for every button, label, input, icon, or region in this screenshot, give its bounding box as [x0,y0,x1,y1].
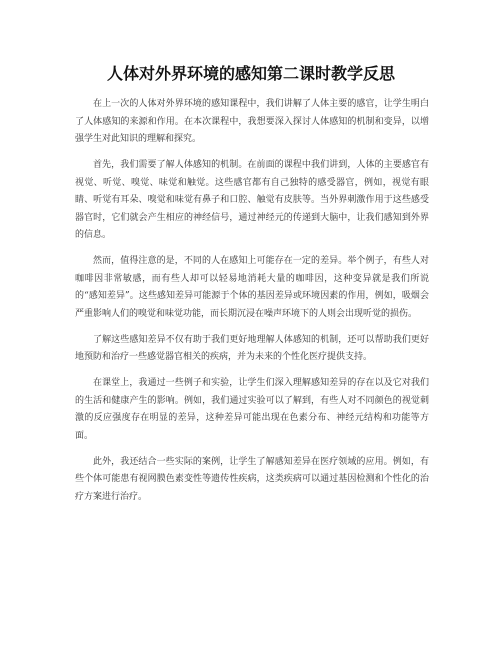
document-body [75,96,429,515]
paragraph-2: 首先，我们需要了解人体感知的机制。在前面的课程中我们讲到，人体的主要感官有视觉、听觉、嗅觉、味觉和触觉。这些感官都有自己独特的感受器官，例如，视觉有眼睛、听觉有耳朵、嗅觉和味觉有鼻子和口腔、触觉有皮肤等。当外界刺激作用于这些感受器官时，它们就会产生相应的神经信号，通过神经元的传递到大脑中，让我们感知到外界的信息。 [75,160,429,240]
paragraph-6: 此外，我还结合一些实际的案例，让学生了解感知差异在医疗领域的应用。例如，有些个体可能患有视网膜色素变性等遗传性疾病，这类疾病可以通过基因检测和个性化的治疗方案进行治疗。 [75,456,429,502]
paragraph-3: 然而，值得注意的是，不同的人在感知上可能存在一定的差异。举个例子，有些人对咖啡因非常敏感，而有些人却可以轻易地消耗大量的咖啡因，这种变异就是我们所说的“感知差异”。这些感知差异可能源于个体的基因差异或环境因素的作用，例如，吸烟会严重影响人们的嗅觉和味觉功能，而长期沉浸在噪声环境下的人则会出现听觉的损伤。 [75,256,429,319]
paragraph-5: 在课堂上，我通过一些例子和实验，让学生们深入理解感知差异的存在以及它对我们的生活和健康产生的影响。例如，我们通过实验可以了解到，有些人对不同颜色的视觉刺激的反应强度存在明显的差异，这种差异可能出现在色素分布、神经元结构和功能等方面。 [75,378,429,441]
paragraph-4: 了解这些感知差异不仅有助于我们更好地理解人体感知的机制，还可以帮助我们更好地预防和治疗一些感觉器官相关的疾病，并为未来的个性化医疗提供支持。 [75,334,429,362]
paragraph-1: 在上一次的人体对外界环境的感知课程中，我们讲解了人体主要的感官，让学生明白了人体感知的来源和作用。在本次课程中，我想要深入探讨人体感知的机制和变异，以增强学生对此知识的理解和探究。 [75,99,429,144]
document-title: 人体对外界环境的感知第二课时教学反思 [106,64,395,83]
